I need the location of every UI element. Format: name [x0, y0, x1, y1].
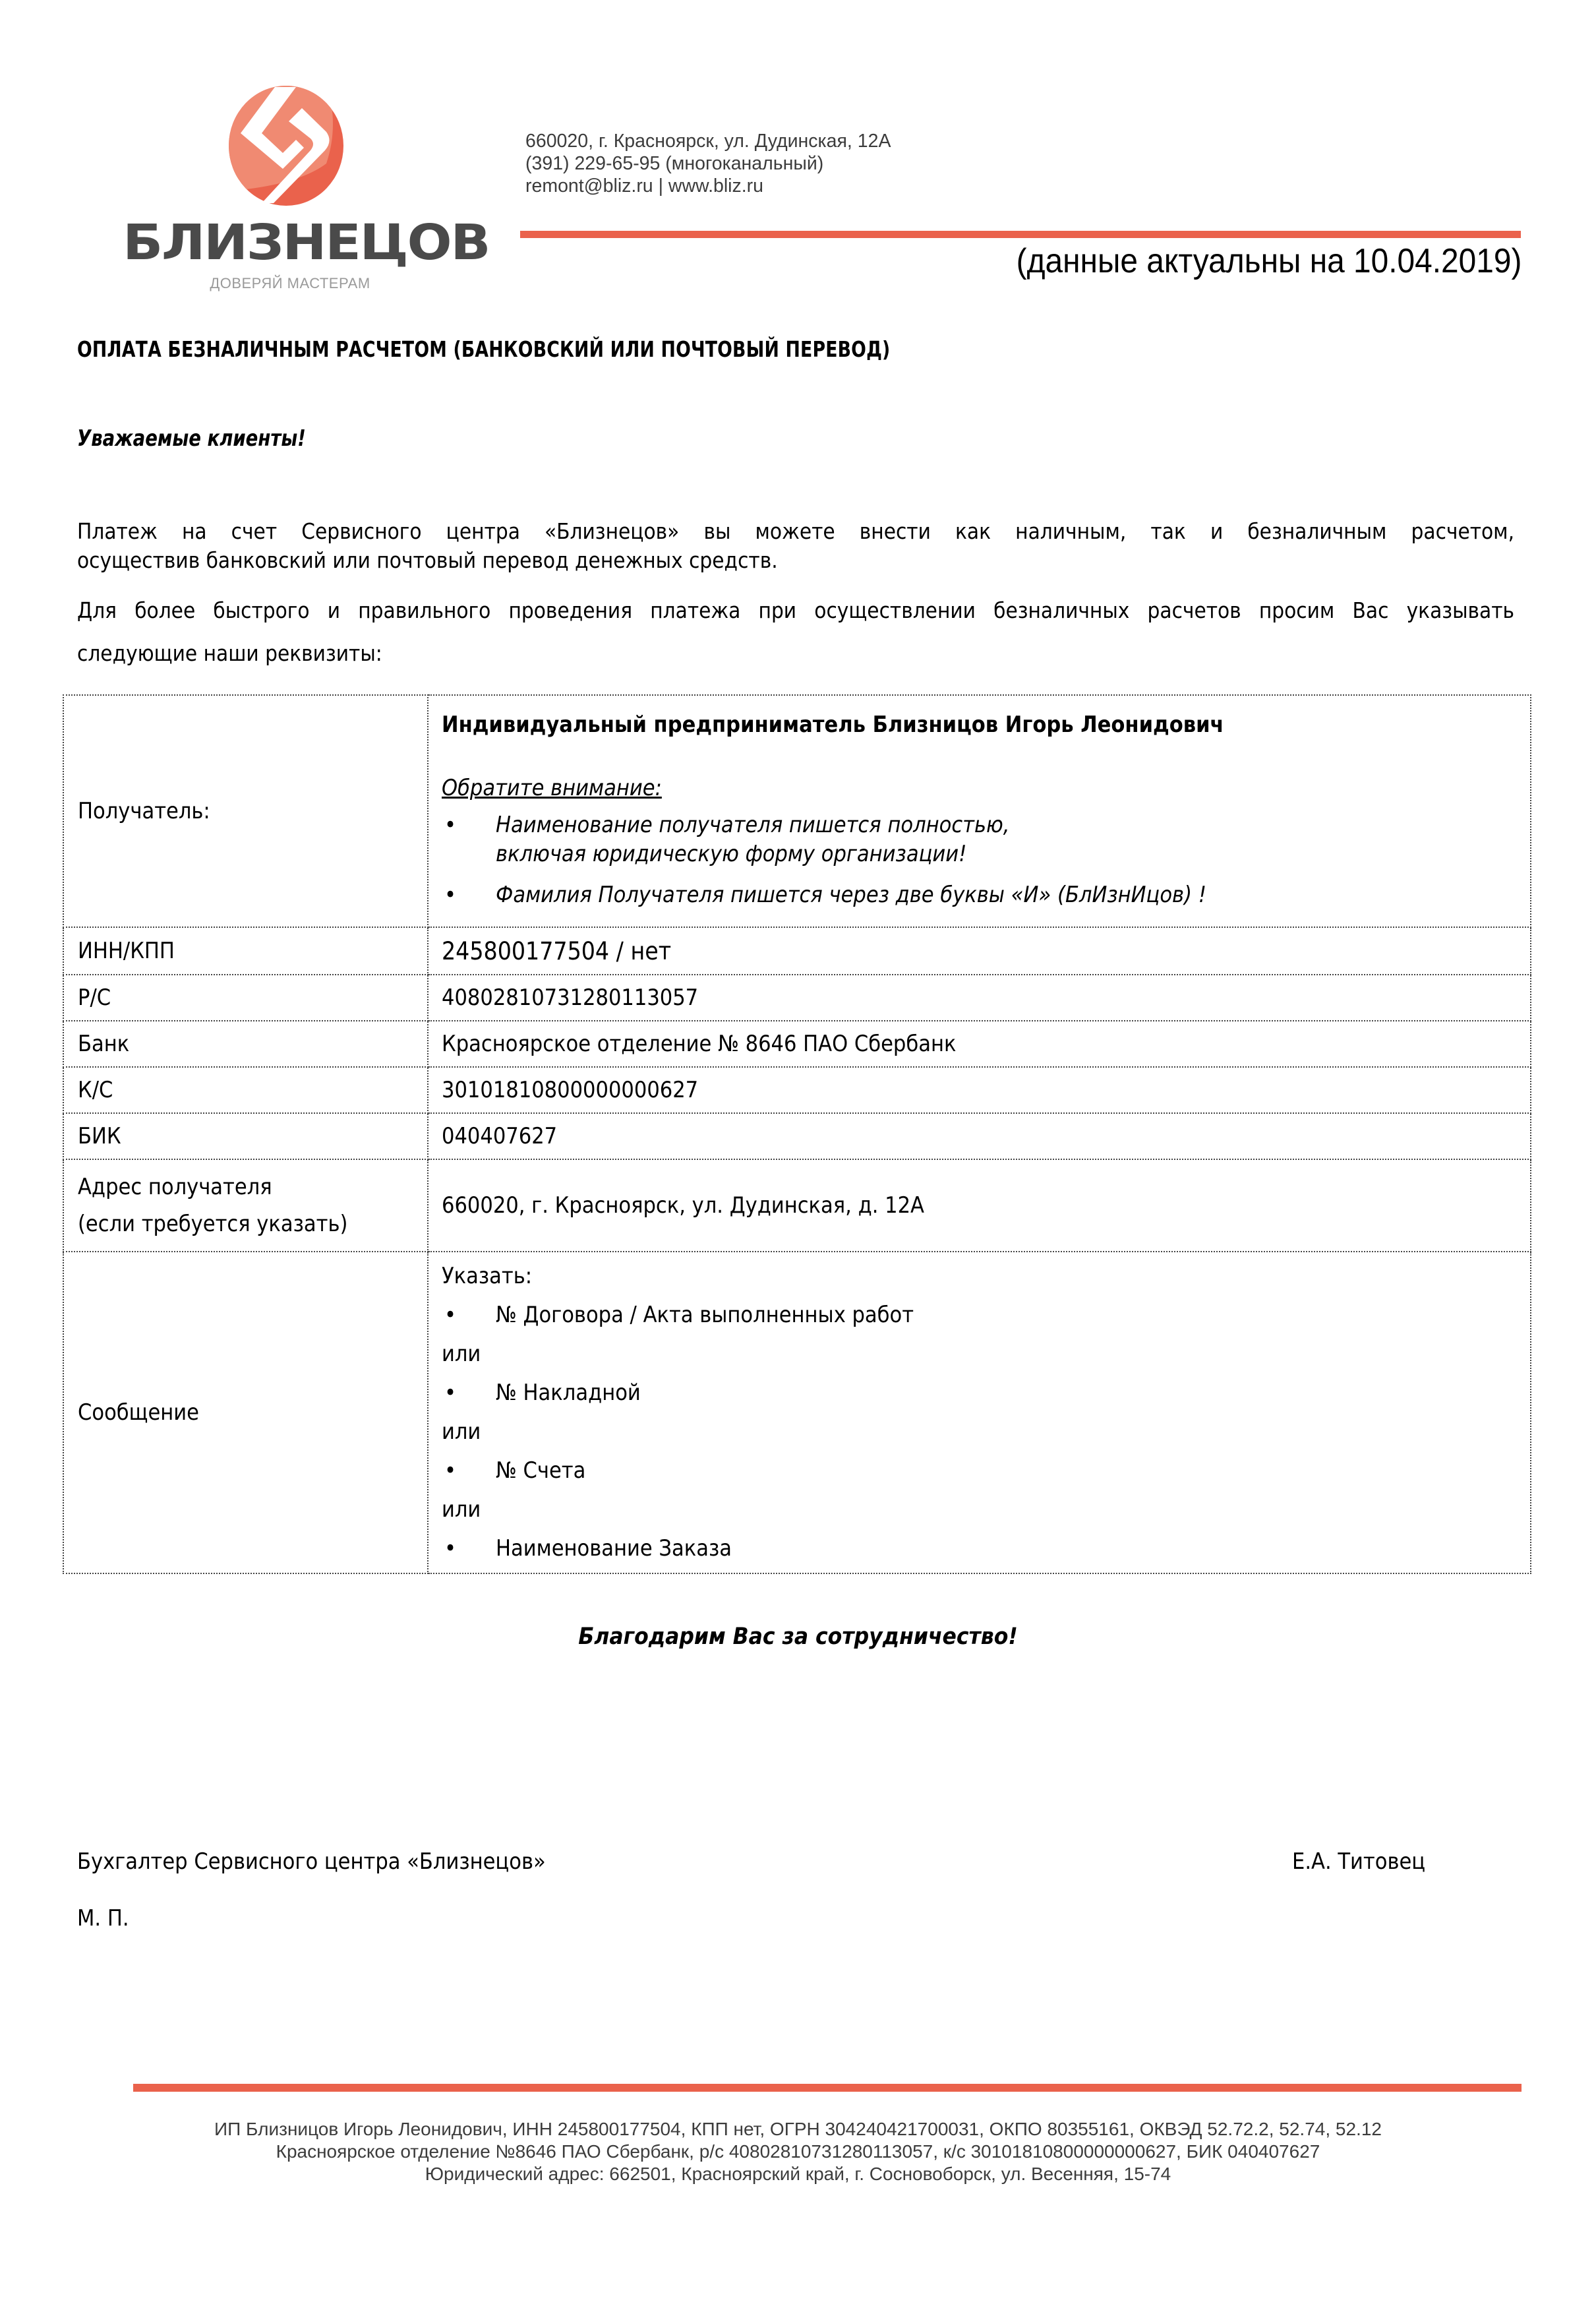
row-value: 040407627 [428, 1113, 1531, 1159]
message-option: • № Договора / Акта выполненных работ [442, 1296, 1530, 1335]
contact-address: 660020, г. Красноярск, ул. Дудинская, 12А [525, 131, 891, 152]
header-accent-divider [520, 231, 1521, 238]
bullet-icon: • [444, 1380, 457, 1406]
signer-name: Е.А. Титовец [1292, 1848, 1426, 1875]
attention-note: • Наименование получателя пишется полностью, включая юридическую форму организации! [444, 812, 1010, 867]
table-row-recipient [63, 695, 1531, 927]
recipient-label: Получатель: [63, 695, 428, 927]
contact-phone: (391) 229-65-95 (многоканальный) [525, 153, 824, 174]
page-title: ОПЛАТА БЕЗНАЛИЧНЫМ РАСЧЕТОМ (БАНКОВСКИЙ ИЛИ ПОЧТОВЫЙ ПЕРЕВОД) [77, 336, 891, 362]
row-label: Р/С [63, 975, 428, 1021]
salutation: Уважаемые клиенты! [77, 425, 306, 452]
row-value: 245800177504 / нет [428, 927, 1531, 975]
table-row-inn-kpp [63, 927, 1531, 975]
table-row-bik [63, 1113, 1531, 1159]
row-label: БИК [63, 1113, 428, 1159]
row-label: ИНН/КПП [63, 927, 428, 975]
bliznetsov-logo-icon [227, 84, 345, 207]
address-value: 660020, г. Красноярск, ул. Дудинская, д. 12А [428, 1159, 1531, 1252]
legal-footer [0, 2118, 1596, 2185]
message-label: Сообщение [63, 1252, 428, 1573]
table-row-account [63, 975, 1531, 1021]
message-option: • № Счета [442, 1451, 1530, 1490]
recipient-value [428, 695, 1531, 927]
message-option: • № Накладной [442, 1374, 1530, 1413]
message-option: • Наименование Заказа [442, 1529, 1530, 1568]
company-logo [123, 79, 490, 291]
intro-line-1: Платеж на счет Сервисного центра «Близнецов» вы можете внести как наличным, так и безналичным расчетом, [77, 518, 1514, 544]
intro-line-2: осуществив банковский или почтовый перевод денежных средств. [77, 547, 778, 573]
bullet-icon: • [444, 882, 457, 908]
table-row-message [63, 1252, 1531, 1573]
requisites-line-1: Для более быстрого и правильного проведения платежа при осуществлении безналичных расчетов просим Вас указывать [77, 597, 1514, 623]
data-actual-date: (данные актуальны на 10.04.2019) [1016, 242, 1522, 280]
attention-notes [442, 810, 1530, 909]
logo-wordmark: БЛИЗНЕЦОВ [123, 214, 490, 271]
legal-line-3: Юридический адрес: 662501, Красноярский край, г. Сосновоборск, ул. Весенняя, 15-74 [425, 2164, 1171, 2184]
legal-line-2: Красноярское отделение №8646 ПАО Сбербанк, р/с 40802810731280113057, к/с 30101810800000000627, БИК 040407627 [276, 2141, 1320, 2162]
footer-accent-divider [133, 2084, 1522, 2092]
row-label: Банк [63, 1021, 428, 1067]
address-label: Адрес получателя (если требуется указать) [63, 1159, 428, 1252]
row-label: К/С [63, 1067, 428, 1113]
contact-email-web: remont@bliz.ru | www.bliz.ru [525, 175, 764, 197]
bullet-icon: • [444, 1302, 457, 1328]
intro-paragraph [77, 517, 1514, 575]
company-contacts [525, 130, 891, 197]
signer-role: Бухгалтер Сервисного центра «Близнецов» [77, 1848, 546, 1875]
legal-line-1: ИП Близницов Игорь Леонидович, ИНН 245800177504, КПП нет, ОГРН 304240421700031, ОКПО 80355161, ОКВЭД 52.72.2, 52.74, 52.12 [214, 2119, 1382, 2139]
bullet-icon: • [444, 1457, 457, 1484]
bullet-icon: • [444, 812, 457, 838]
requisites-table [63, 694, 1531, 1574]
requisites-paragraph [77, 589, 1514, 675]
bullet-icon: • [444, 1535, 457, 1562]
attention-note: • Фамилия Получателя пишется через две буквы «И» (БлИзнИцов) ! [444, 882, 1206, 908]
requisites-line-2: следующие наши реквизиты: [77, 640, 382, 666]
table-row-corr-account [63, 1067, 1531, 1113]
attention-note-title: Обратите внимание: [442, 775, 662, 801]
message-value [428, 1252, 1531, 1573]
row-value: 30101810800000000627 [428, 1067, 1531, 1113]
row-value: 40802810731280113057 [428, 975, 1531, 1021]
table-row-bank [63, 1021, 1531, 1067]
thanks-message: Благодарим Вас за сотрудничество! [578, 1624, 1018, 1650]
message-instructions: Указать: • № Договора / Акта выполненных работ или • № Накладной или • № Счета или • Наименование Заказа [442, 1257, 1530, 1568]
table-row-address [63, 1159, 1531, 1252]
recipient-name: Индивидуальный предприниматель Близницов Игорь Леонидович [442, 712, 1224, 738]
logo-tagline: ДОВЕРЯЙ МАСТЕРАМ [210, 275, 370, 291]
row-value: Красноярское отделение № 8646 ПАО Сбербанк [428, 1021, 1531, 1067]
stamp-placeholder: М. П. [77, 1905, 129, 1931]
